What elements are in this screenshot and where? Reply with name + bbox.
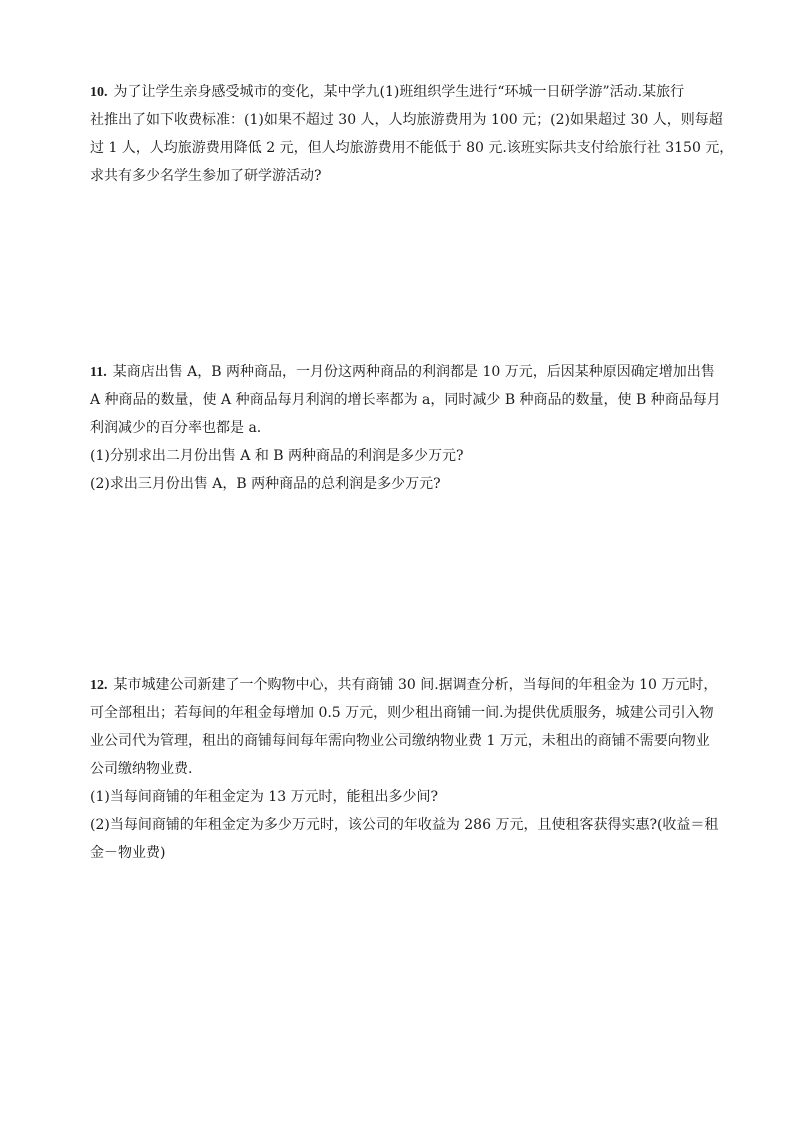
question-11 [90, 358, 721, 498]
question-line: 公司缴纳物业费. [90, 761, 193, 777]
question-line: 社推出了如下收费标准：(1)如果不超过 30 人，人均旅游费用为 100 元；(2)如果超过 30 人，则每超 [90, 112, 723, 128]
question-line: 业公司代为管理，租出的商铺每间每年需向物业公司缴纳物业费 1 万元，未租出的商铺不需要向物业 [90, 733, 710, 749]
question-text: 为了让学生亲身感受城市的变化，某中学九(1)班组织学生进行“环城一日研学游”活动.某旅行 [113, 84, 685, 100]
sub-question-2-continued: 金－物业费) [90, 845, 166, 861]
question-line [90, 671, 718, 699]
sub-question-2: (2)当每间商铺的年租金定为多少万元时，该公司的年收益为 286 万元，且使租客获得实惠?(收益＝租 [90, 817, 719, 833]
question-12 [90, 671, 719, 867]
question-number: 11. [90, 365, 107, 380]
sub-question-1: (1)分别求出二月份出售 A 和 B 两种商品的利润是多少万元? [90, 448, 464, 464]
question-line: 利润减少的百分率也都是 a. [90, 420, 262, 436]
sub-question-1: (1)当每间商铺的年租金定为 13 万元时，能租出多少间? [90, 789, 439, 805]
question-line: 可全部租出；若每间的年租金每增加 0.5 万元，则少租出商铺一间.为提供优质服务，城建公司引入物 [90, 705, 714, 721]
question-text: 某市城建公司新建了一个购物中心，共有商铺 30 间.据调查分析，当每间的年租金为 10 万元时， [113, 677, 718, 693]
question-number: 12. [90, 678, 108, 693]
question-10 [90, 78, 734, 190]
question-text: 某商店出售 A，B 两种商品，一月份这两种商品的利润都是 10 万元，后因某种原因确定增加出售 [112, 364, 715, 380]
question-line [90, 78, 710, 106]
question-line [90, 358, 715, 386]
question-line: 过 1 人，人均旅游费用降低 2 元，但人均旅游费用不能低于 80 元.该班实际共支付给旅行社 3150 元， [90, 140, 734, 156]
question-number: 10. [90, 85, 108, 100]
question-line: A 种商品的数量，使 A 种商品每月利润的增长率都为 a，同时减少 B 种商品的数量，使 B 种商品每月 [90, 392, 721, 408]
question-line: 求共有多少名学生参加了研学游活动? [90, 168, 322, 184]
sub-question-2: (2)求出三月份出售 A，B 两种商品的总利润是多少万元? [90, 476, 441, 492]
